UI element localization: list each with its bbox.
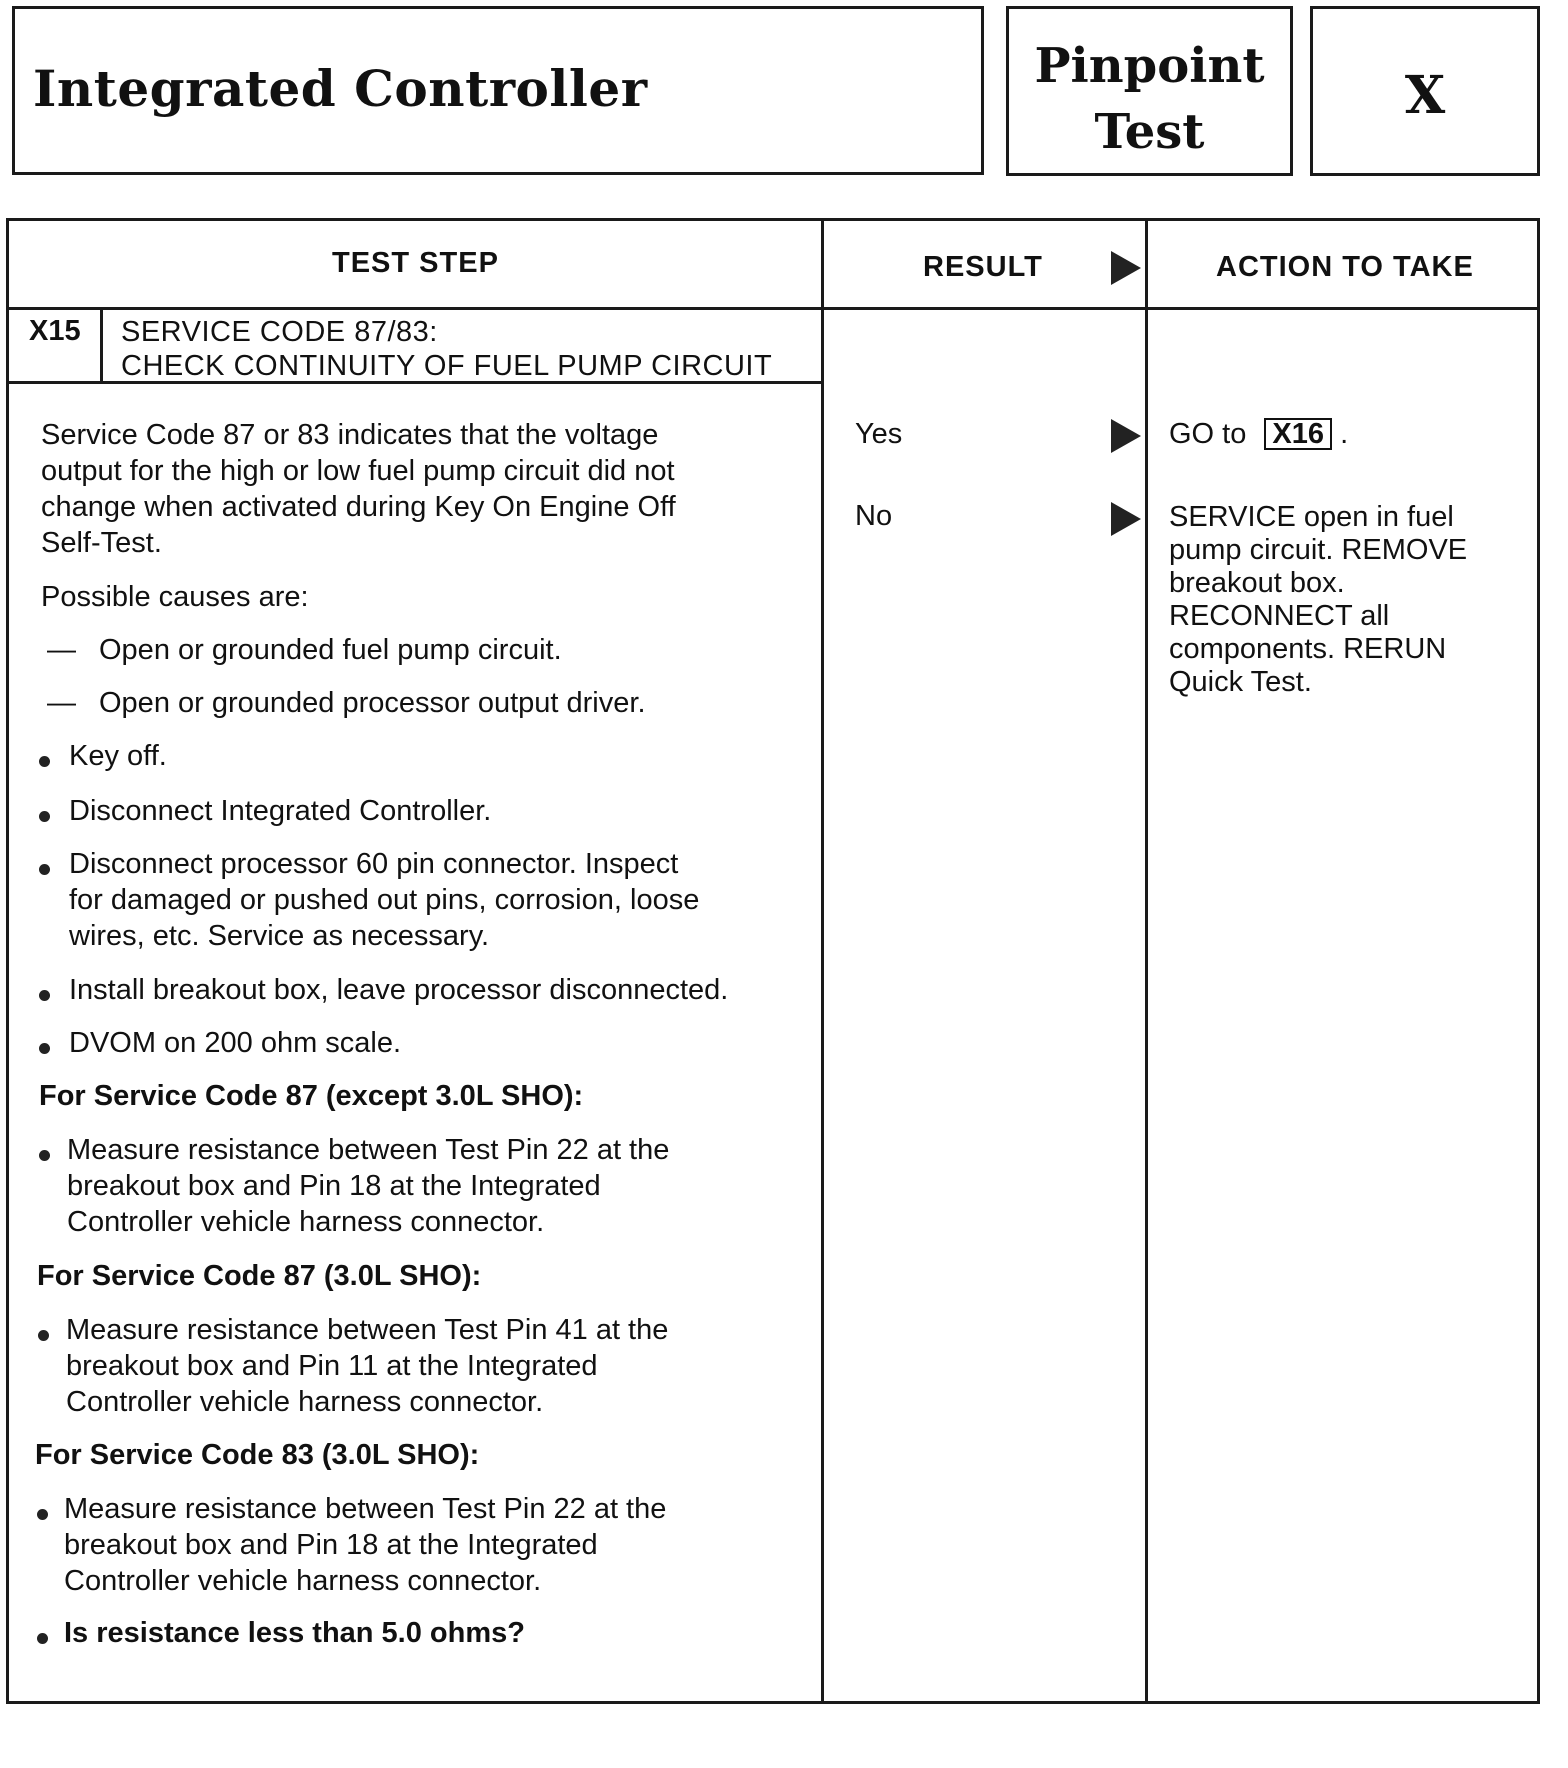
intro-line-2: output for the high or low fuel pump circuit did not [41, 455, 675, 487]
title-box [12, 6, 984, 175]
cause-dash-2: — [47, 687, 76, 719]
action-no [1169, 501, 1467, 699]
col-header-test-step: TEST STEP [332, 247, 499, 279]
measure-87-sho-1: Measure resistance between Test Pin 41 at the [66, 1314, 669, 1346]
step-title-line-1: SERVICE CODE 87/83: [121, 316, 438, 348]
bullet-icon [37, 1509, 48, 1520]
step-disconnect-proc-1: Disconnect processor 60 pin connector. Inspect [69, 848, 679, 880]
causes-heading: Possible causes are: [41, 581, 309, 613]
bullet-icon [39, 811, 50, 822]
step-disconnect-proc-3: wires, etc. Service as necessary. [69, 920, 490, 952]
action-yes-prefix: GO to [1169, 418, 1247, 450]
bullet-icon [37, 1633, 48, 1644]
page-title: Integrated Controller [33, 59, 648, 118]
measure-87-except-1: Measure resistance between Test Pin 22 at the [67, 1134, 670, 1166]
step-id: X15 [29, 315, 81, 347]
test-table [6, 218, 1540, 1704]
goto-step-code[interactable]: X16 [1264, 418, 1332, 450]
heading-87-sho: For Service Code 87 (3.0L SHO): [37, 1260, 482, 1292]
heading-87-except: For Service Code 87 (except 3.0L SHO): [39, 1080, 584, 1112]
col-header-result: RESULT [923, 251, 1043, 283]
cause-dash-1: — [47, 634, 76, 666]
col-header-action: ACTION TO TAKE [1216, 251, 1474, 283]
divider-test-result [821, 221, 824, 1701]
measure-83-sho-3: Controller vehicle harness connector. [64, 1565, 542, 1597]
test-letter-box [1310, 6, 1540, 176]
yes-arrow-icon [1111, 419, 1141, 453]
intro-line-3: change when activated during Key On Engine Off [41, 491, 676, 523]
action-no-line: Quick Test. [1169, 666, 1312, 698]
intro-line-1: Service Code 87 or 83 indicates that the voltage [41, 419, 659, 451]
step-key-off: Key off. [69, 740, 167, 772]
action-yes-suffix: . [1340, 418, 1349, 450]
bullet-icon [39, 1043, 50, 1054]
intro-line-4: Self-Test. [41, 527, 162, 559]
test-label: Test [1094, 104, 1205, 160]
measure-87-except-3: Controller vehicle harness connector. [67, 1206, 545, 1238]
divider-result-action [1145, 221, 1148, 1701]
bullet-icon [39, 1150, 50, 1161]
bullet-icon [39, 756, 50, 767]
action-yes [1169, 417, 1348, 451]
step-id-cell [9, 307, 103, 384]
step-dvom: DVOM on 200 ohm scale. [69, 1027, 402, 1059]
bullet-icon [39, 864, 50, 875]
header-rule [9, 307, 1537, 310]
bullet-icon [39, 990, 50, 1001]
no-arrow-icon [1111, 502, 1141, 536]
measure-83-sho-1: Measure resistance between Test Pin 22 at the [64, 1493, 667, 1525]
measure-87-sho-2: breakout box and Pin 11 at the Integrated [66, 1350, 598, 1382]
bullet-icon [38, 1330, 49, 1341]
cause-2: Open or grounded processor output driver. [99, 687, 646, 719]
test-letter: X [1404, 65, 1446, 126]
measure-87-sho-3: Controller vehicle harness connector. [66, 1386, 544, 1418]
measure-83-sho-2: breakout box and Pin 18 at the Integrated [64, 1529, 598, 1561]
result-arrow-icon [1111, 251, 1141, 285]
heading-83-sho: For Service Code 83 (3.0L SHO): [35, 1439, 480, 1471]
step-title-line-2: CHECK CONTINUITY OF FUEL PUMP CIRCUIT [121, 350, 773, 382]
action-no-line: components. RERUN [1169, 633, 1447, 665]
step-disconnect-ic: Disconnect Integrated Controller. [69, 795, 492, 827]
step-breakout: Install breakout box, leave processor disconnected. [69, 974, 729, 1006]
action-no-line: breakout box. [1169, 567, 1345, 599]
measure-87-except-2: breakout box and Pin 18 at the Integrated [67, 1170, 601, 1202]
pinpoint-test-box [1006, 6, 1293, 176]
action-no-line: pump circuit. REMOVE [1169, 534, 1468, 566]
cause-1: Open or grounded fuel pump circuit. [99, 634, 562, 666]
action-no-line: SERVICE open in fuel [1169, 501, 1454, 533]
result-no: No [855, 500, 893, 532]
result-yes: Yes [855, 418, 903, 450]
pinpoint-label: Pinpoint [1034, 38, 1265, 94]
question: Is resistance less than 5.0 ohms? [64, 1617, 525, 1649]
action-no-line: RECONNECT all [1169, 600, 1390, 632]
step-disconnect-proc-2: for damaged or pushed out pins, corrosion, loose [69, 884, 700, 916]
